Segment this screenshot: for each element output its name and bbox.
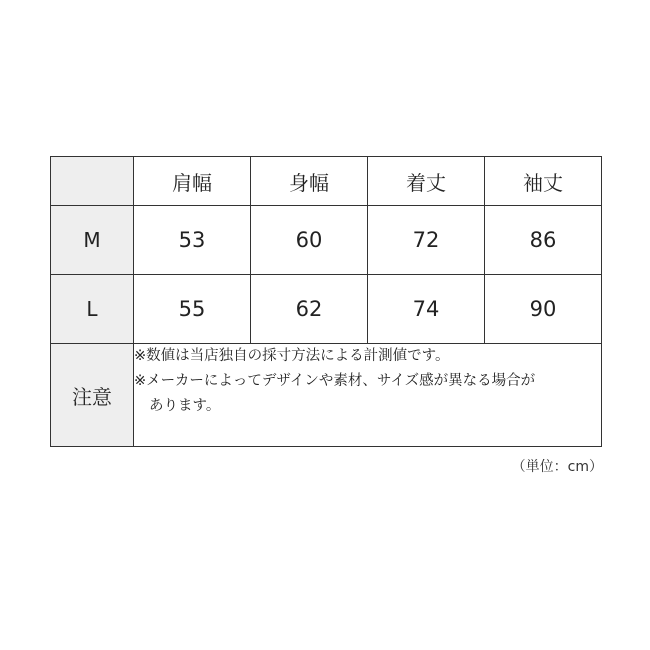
note-line: あります。 (149, 398, 221, 414)
header-row (51, 157, 602, 206)
value-cell: 90 (485, 275, 602, 344)
header-body-width: 身幅 (251, 157, 368, 206)
value-cell: 55 (134, 275, 251, 344)
value-cell: 86 (485, 206, 602, 275)
header-sleeve-length: 袖丈 (485, 157, 602, 206)
size-label-l: L (51, 275, 134, 344)
value-cell: 72 (368, 206, 485, 275)
value-cell: 74 (368, 275, 485, 344)
size-label-m: M (51, 206, 134, 275)
value-cell: 62 (251, 275, 368, 344)
value-cell: 53 (134, 206, 251, 275)
note-line: ※数値は当店独自の採寸方法による計測値です。 (134, 348, 450, 364)
header-shoulder-width: 肩幅 (134, 157, 251, 206)
note-text (134, 344, 602, 447)
note-line: ※メーカーによってデザインや素材、サイズ感が異なる場合が (134, 373, 536, 389)
header-length: 着丈 (368, 157, 485, 206)
corner-cell (51, 157, 134, 206)
table-row (51, 206, 602, 275)
unit-label: （単位：cm） (511, 459, 603, 475)
note-row (51, 344, 602, 447)
table-row (51, 275, 602, 344)
value-cell: 60 (251, 206, 368, 275)
size-chart-table (50, 156, 602, 447)
note-label: 注意 (51, 344, 134, 447)
